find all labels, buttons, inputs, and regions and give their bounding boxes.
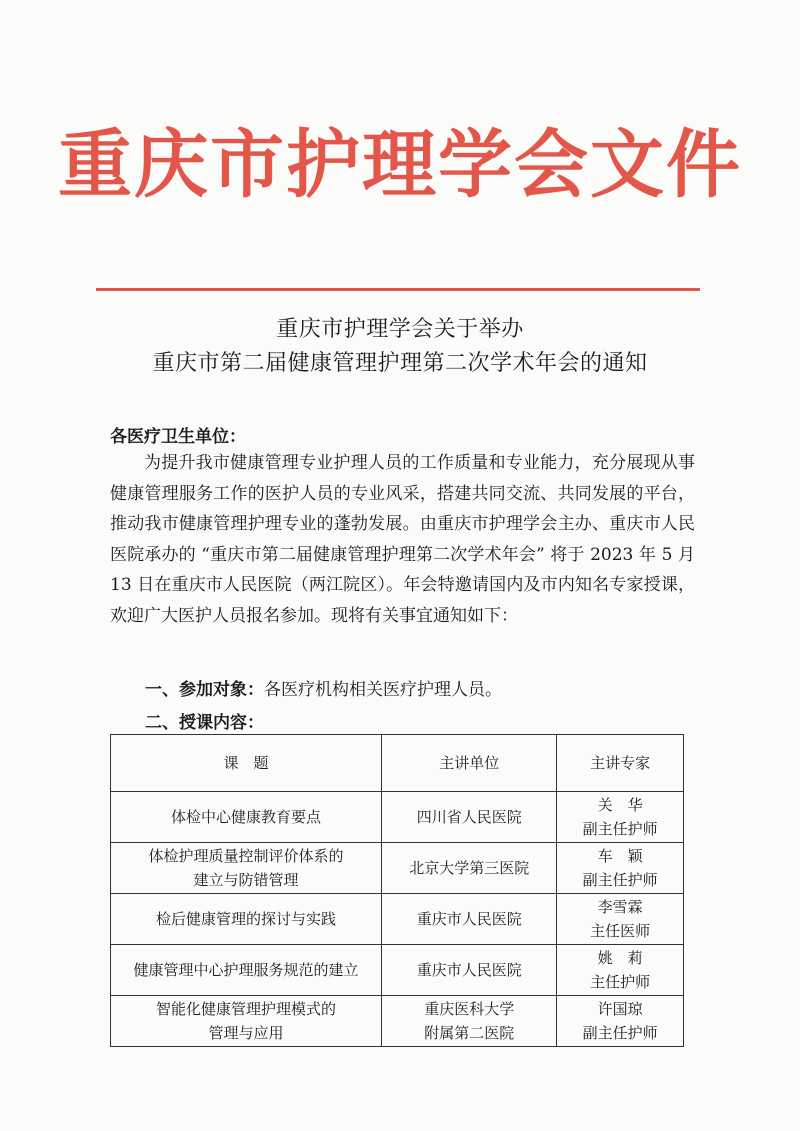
expert-title: 主任医师 (590, 922, 651, 940)
table-row (111, 996, 684, 1047)
cell-unit (382, 945, 557, 996)
notice-title-line-2: 重庆市第二届健康管理护理第二次学术年会的通知 (152, 351, 648, 376)
topic-text: 体检护理质量控制评价体系的 (148, 847, 344, 865)
table-row (111, 792, 684, 843)
unit-text: 重庆市人民医院 (416, 961, 522, 979)
table-row (111, 843, 684, 894)
cell-topic (111, 945, 382, 996)
cell-expert (557, 792, 684, 843)
header-red-rule (96, 288, 700, 291)
unit-text: 重庆市人民医院 (416, 910, 522, 928)
expert-title: 主任护师 (590, 973, 651, 991)
topic-text: 体检中心健康教育要点 (171, 808, 322, 826)
topic-text-line-2: 建立与防错管理 (193, 871, 299, 889)
section-lectures (145, 711, 264, 735)
section-participants (145, 678, 502, 702)
expert-name: 李雪霖 (597, 898, 643, 916)
unit-text: 重庆医科大学 (424, 1000, 515, 1018)
cell-unit (382, 843, 557, 894)
cell-topic (111, 792, 382, 843)
cell-topic (111, 996, 382, 1047)
cell-unit (382, 894, 557, 945)
section-participants-text: 各医疗机构相关医疗护理人员。 (264, 680, 502, 700)
section-participants-label: 一、参加对象： (145, 680, 264, 700)
expert-name: 车 颖 (597, 847, 643, 865)
salutation: 各医疗卫生单位： (110, 427, 246, 447)
topic-text: 智能化健康管理护理模式的 (156, 1000, 337, 1018)
unit-text: 北京大学第三医院 (409, 859, 530, 877)
cell-unit (382, 792, 557, 843)
expert-name: 许国琼 (597, 1000, 643, 1018)
cell-topic (111, 843, 382, 894)
lecture-table (110, 734, 684, 1047)
unit-text-line-2: 附属第二医院 (424, 1024, 515, 1042)
table-row (111, 894, 684, 945)
header-expert: 主讲专家 (557, 735, 684, 792)
topic-text: 健康管理中心护理服务规范的建立 (133, 961, 359, 979)
notice-title-line-1: 重庆市护理学会关于举办 (276, 317, 524, 342)
unit-text: 四川省人民医院 (416, 808, 522, 826)
topic-text: 检后健康管理的探讨与实践 (156, 910, 337, 928)
expert-name: 关 华 (597, 796, 643, 814)
cell-topic (111, 894, 382, 945)
table-row (111, 945, 684, 996)
cell-expert (557, 996, 684, 1047)
cell-unit (382, 996, 557, 1047)
expert-name: 姚 莉 (597, 949, 643, 967)
header-topic: 课 题 (111, 735, 382, 792)
expert-title: 副主任护师 (582, 1024, 658, 1042)
expert-title: 副主任护师 (582, 820, 658, 838)
table-header-row (111, 735, 684, 792)
cell-expert (557, 945, 684, 996)
topic-text-line-2: 管理与应用 (208, 1024, 284, 1042)
document-header-title: 重庆市护理学会文件 (58, 122, 742, 208)
header-unit: 主讲单位 (382, 735, 557, 792)
cell-expert (557, 843, 684, 894)
expert-title: 副主任护师 (582, 871, 658, 889)
section-lectures-label: 二、授课内容： (145, 713, 264, 733)
cell-expert (557, 894, 684, 945)
notice-body-paragraph: 为提升我市健康管理专业护理人员的工作质量和专业能力，充分展现从事健康管理服务工作的医护人员的专业风采，搭建共同交流、共同发展的平台，推动我市健康管理护理专业的蓬勃发展。由重庆市护理学会主办、重庆市人民医院承办的 “重庆市第二届健康管理护理第二次学术年会” 将于 2023 年 5 月 13 日在重庆市人民医院（两江院区）。年会特邀请国内及市内知名专家授课，欢迎广大医护人员报名参加。现将有关事宜通知如下： (110, 453, 695, 626)
